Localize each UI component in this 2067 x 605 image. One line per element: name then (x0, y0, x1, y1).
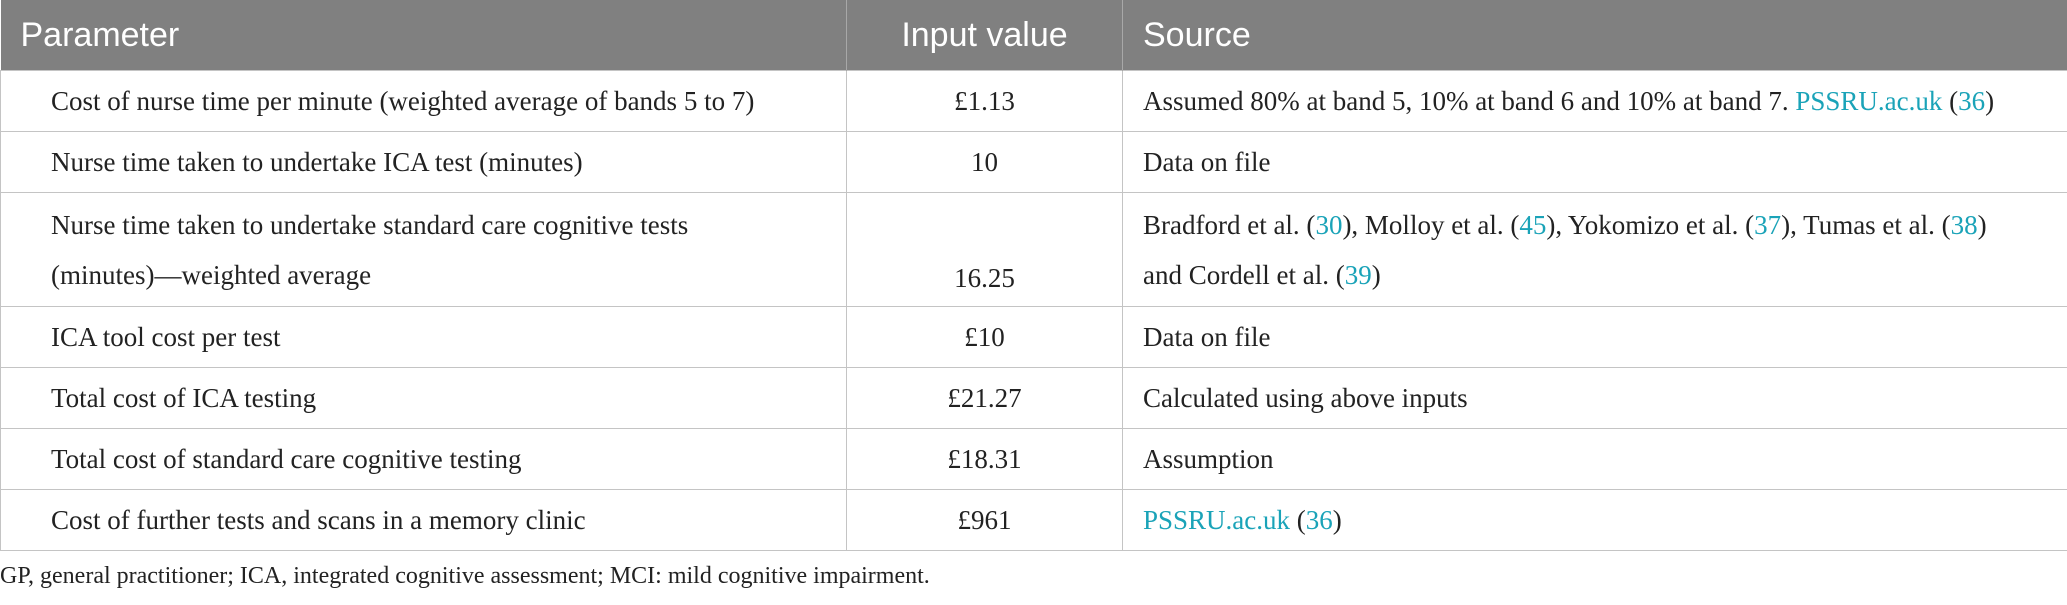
parameter-line: (minutes)—weighted average (51, 259, 372, 290)
input-value-cell: £1.13 (847, 71, 1123, 132)
source-cell (1123, 71, 2067, 132)
ref-paren: ) (1332, 505, 1342, 535)
header-parameter: Parameter (1, 0, 847, 71)
reference-link[interactable]: 30 (1315, 209, 1343, 240)
table-row (1, 132, 2067, 193)
source-text: ), Yokomizo et al. ( (1546, 209, 1755, 240)
reference-link[interactable]: 39 (1344, 259, 1372, 290)
parameter-cell: Nurse time taken to undertake ICA test (minutes) (1, 132, 847, 193)
source-text: and Cordell et al. ( (1143, 259, 1345, 290)
table-row (1, 490, 2067, 551)
table-row (1, 307, 2067, 368)
input-value-cell: 10 (847, 132, 1123, 193)
source-text: ), Molloy et al. ( (1342, 209, 1520, 240)
table-footnote: GP, general practitioner; ICA, integrated cognitive assessment; MCI: mild cognitive impairment. (0, 563, 930, 589)
table-row (1, 71, 2067, 132)
source-cell (1123, 490, 2067, 551)
source-text: ), Tumas et al. ( (1781, 209, 1951, 240)
source-cell: Calculated using above inputs (1123, 368, 2067, 429)
source-cell: Assumption (1123, 429, 2067, 490)
table-body (1, 71, 2067, 551)
source-text: ) (1977, 209, 1987, 240)
source-text: Bradford et al. ( (1143, 209, 1316, 240)
source-text: Assumed 80% at band 5, 10% at band 6 and 10% at band 7. (1143, 86, 1796, 116)
parameter-cell: ICA tool cost per test (1, 307, 847, 368)
input-value-cell: £21.27 (847, 368, 1123, 429)
reference-link[interactable]: 38 (1950, 209, 1978, 240)
ref-paren: ( (1290, 505, 1306, 535)
parameter-cell (1, 193, 847, 307)
ref-paren: ) (1985, 86, 1995, 116)
reference-link[interactable]: 36 (1958, 86, 1986, 116)
parameter-cell: Total cost of ICA testing (1, 368, 847, 429)
input-value-cell: 16.25 (847, 193, 1123, 307)
input-value-cell: £10 (847, 307, 1123, 368)
source-cell: Data on file (1123, 132, 2067, 193)
header-source: Source (1123, 0, 2067, 71)
pssru-link[interactable]: PSSRU.ac.uk (1143, 505, 1291, 535)
table-row (1, 368, 2067, 429)
source-cell: Data on file (1123, 307, 2067, 368)
input-value-cell: £961 (847, 490, 1123, 551)
parameter-line: Nurse time taken to undertake standard care cognitive tests (51, 209, 689, 240)
ref-paren: ( (1942, 86, 1959, 116)
table-header (1, 0, 2067, 71)
header-input-value: Input value (847, 0, 1123, 71)
pssru-link[interactable]: PSSRU.ac.uk (1795, 86, 1943, 116)
reference-link[interactable]: 36 (1305, 505, 1333, 535)
parameter-cell: Total cost of standard care cognitive testing (1, 429, 847, 490)
header-row (1, 0, 2067, 71)
source-text: ) (1371, 259, 1381, 290)
reference-link[interactable]: 37 (1754, 209, 1782, 240)
table-row (1, 193, 2067, 307)
source-cell (1123, 193, 2067, 307)
input-value-cell: £18.31 (847, 429, 1123, 490)
table-row (1, 429, 2067, 490)
reference-link[interactable]: 45 (1519, 209, 1547, 240)
parameter-cell: Cost of further tests and scans in a memory clinic (1, 490, 847, 551)
parameter-cell: Cost of nurse time per minute (weighted average of bands 5 to 7) (1, 71, 847, 132)
